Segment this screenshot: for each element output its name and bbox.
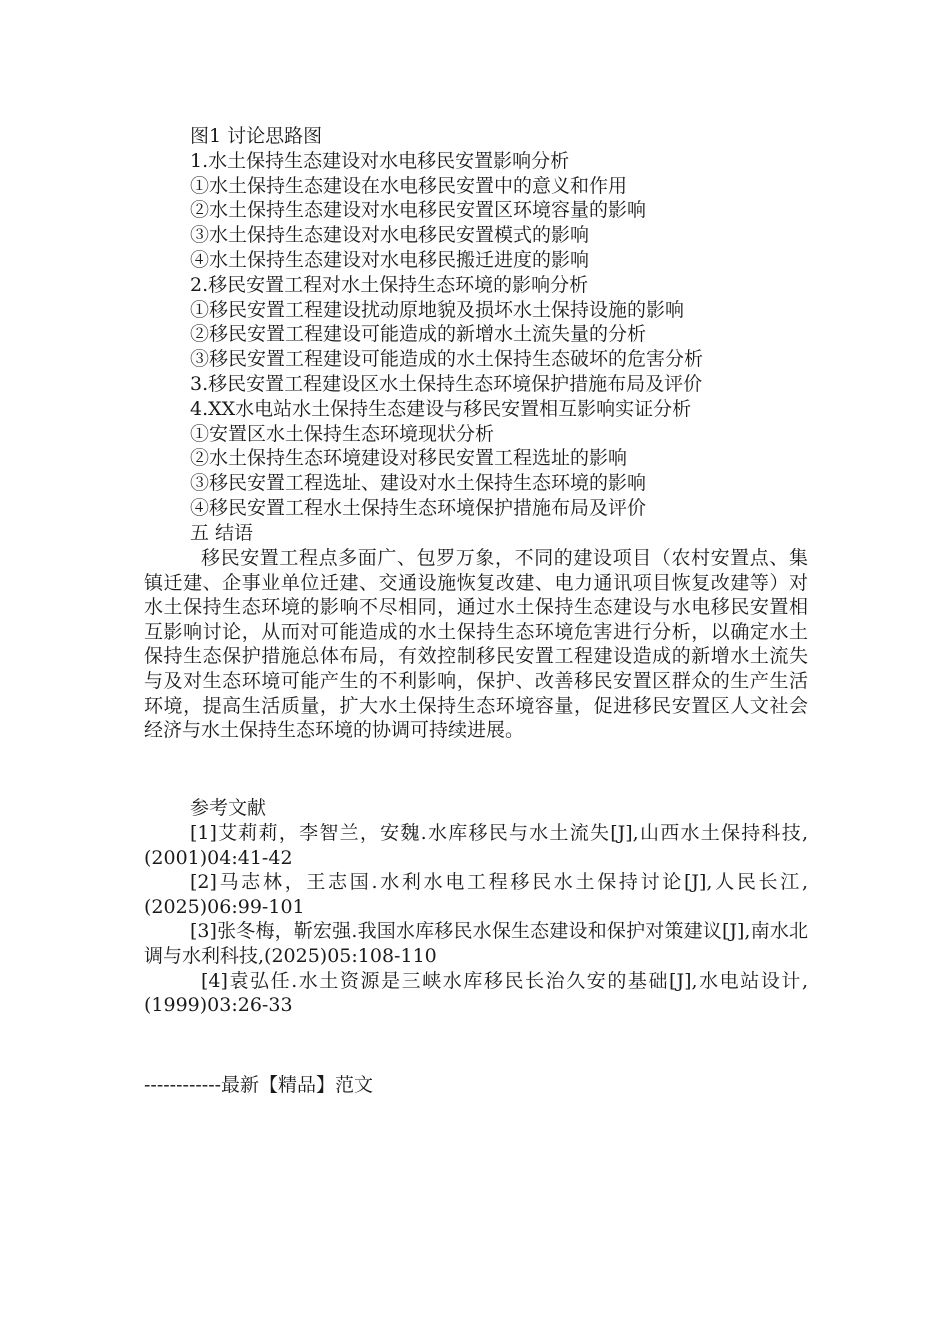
references-heading: 参考文献 (190, 797, 267, 819)
outline-item: ②水土保持生态环境建设对移民安置工程选址的影响 (190, 447, 628, 470)
outline-item: ②水土保持生态建设对水电移民安置区环境容量的影响 (190, 199, 647, 222)
figure-caption: 图1 讨论思路图 (190, 125, 323, 147)
reference-item: [1]艾莉莉，李智兰，安魏.水库移民与水土流失[J],山西水土保持科技,(2001)04:41-42 (144, 822, 808, 869)
outline-item: ④移民安置工程水土保持生态环境保护措施布局及评价 (190, 496, 647, 519)
outline-item: 3.移民安置工程建设区水土保持生态环境保护措施布局及评价 (190, 372, 703, 395)
outline-item: 2.移民安置工程对水土保持生态环境的影响分析 (190, 273, 589, 296)
conclusion-paragraph: 移民安置工程点多面广、包罗万象，不同的建设项目（农村安置点、集镇迁建、企事业单位迁建、交通设施恢复改建、电力通讯项目恢复改建等）对水土保持生态环境的影响不尽相同，通过水土保持生态建设与水电移民安置相互影响讨论，从而对可能造成的水土保持生态环境危害进行分析，以确定水土保持生态保护措施总体布局，有效控制移民安置工程建设造成的新增水土流失与及对生态环境可能产生的不利影响，保护、改善移民安置区群众的生产生活环境，提高生活质量，扩大水土保持生态环境容量，促进移民安置区人文社会经济与水土保持生态环境的协调可持续进展。 (144, 547, 808, 742)
outline-item: ①移民安置工程建设扰动原地貌及损坏水土保持设施的影响 (190, 298, 685, 321)
outline-item: ①水土保持生态建设在水电移民安置中的意义和作用 (190, 174, 628, 197)
outline-item: ③水土保持生态建设对水电移民安置模式的影响 (190, 224, 590, 247)
outline-item: ③移民安置工程建设可能造成的水土保持生态破坏的危害分析 (190, 348, 704, 371)
references-list (144, 821, 808, 1018)
outline-list (190, 124, 830, 546)
outline-item: ④水土保持生态建设对水电移民搬迁进度的影响 (190, 248, 590, 271)
reference-item: [3]张冬梅，靳宏强.我国水库移民水保生态建设和保护对策建议[J],南水北调与水利科技,(2025)05:108-110 (144, 920, 808, 967)
outline-item: 1.水土保持生态建设对水电移民安置影响分析 (190, 149, 570, 172)
outline-item: ③移民安置工程选址、建设对水土保持生态环境的影响 (190, 472, 647, 495)
outline-item: ①安置区水土保持生态环境现状分析 (190, 422, 495, 445)
section-heading: 五 结语 (190, 521, 254, 544)
outline-item: ②移民安置工程建设可能造成的新增水土流失量的分析 (190, 323, 647, 346)
footer-text: ------------最新【精品】范文 (144, 1074, 374, 1096)
reference-item: [4]袁弘任.水土资源是三峡水库移民长治久安的基础[J],水电站设计,(1999)03:26-33 (144, 969, 808, 1017)
outline-item: 4.XX水电站水土保持生态建设与移民安置相互影响实证分析 (190, 397, 692, 420)
reference-item: [2]马志林，王志国.水利水电工程移民水土保持讨论[J],人民长江,(2025)06:99-101 (144, 871, 808, 918)
